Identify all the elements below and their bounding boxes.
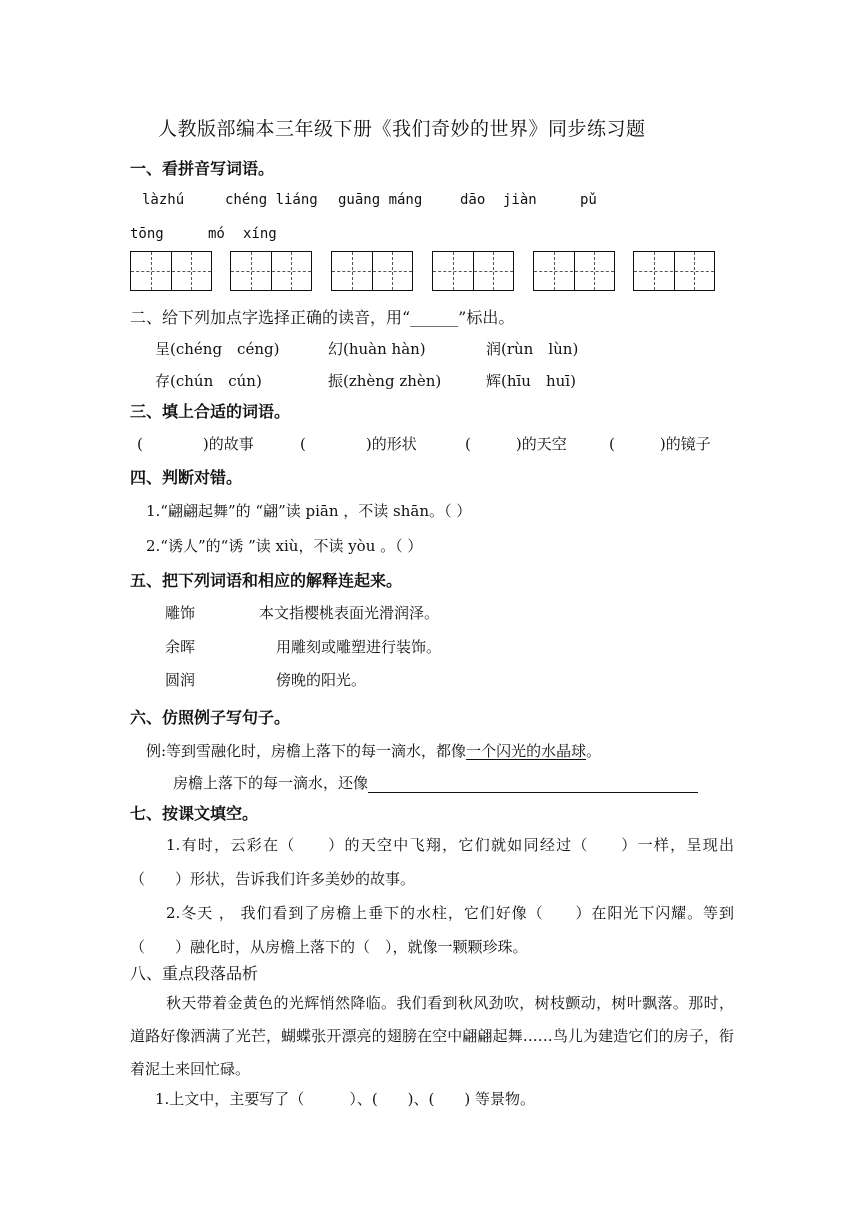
section-7-heading: 七、按课文填空。 bbox=[130, 804, 259, 823]
pinyin-6: pǔ bbox=[580, 192, 597, 208]
passage-question-1: 1.上文中，主要写了（ ）、( )、( ) 等景物。 bbox=[155, 1090, 535, 1108]
section-3-heading: 三、填上合适的词语。 bbox=[130, 402, 291, 421]
pinyin-9: xíng bbox=[243, 226, 277, 242]
match-meaning-2: 用雕刻或雕塑进行装饰。 bbox=[276, 638, 442, 656]
match-word-2: 余晖 bbox=[165, 638, 196, 656]
section-2-heading: 二、给下列加点字选择正确的读音，用“______”标出。 bbox=[130, 308, 515, 327]
reading-item-4: 存(chún cún) bbox=[155, 372, 262, 390]
fill-word-2: ( )的形状 bbox=[300, 435, 417, 453]
pinyin-7: tōng bbox=[130, 226, 164, 242]
fill-word-1: ( )的故事 bbox=[137, 435, 254, 453]
example-underlined: 一个闪光的水晶球 bbox=[466, 742, 587, 760]
example-suffix: 。 bbox=[586, 742, 602, 760]
match-word-3: 圆润 bbox=[165, 671, 196, 689]
imitation-prompt bbox=[173, 772, 698, 793]
reading-item-1: 呈(chéng céng) bbox=[155, 340, 280, 358]
match-meaning-3: 傍晚的阳光。 bbox=[276, 671, 367, 689]
writing-grid-4[interactable] bbox=[432, 251, 514, 291]
fill-word-3: ( )的天空 bbox=[465, 435, 567, 453]
fill-blank-1: 1.有时，云彩在（ ）的天空中飞翔，它们就如同经过（ ）一样，呈现出（ ）形状，告诉我们许多美妙的故事。 bbox=[130, 836, 734, 888]
section-6-heading: 六、仿照例子写句子。 bbox=[130, 708, 291, 727]
pinyin-1: làzhú bbox=[142, 192, 185, 208]
fill-word-4: ( )的镜子 bbox=[609, 435, 711, 453]
pinyin-8: mó bbox=[208, 226, 225, 242]
imitation-text: 房檐上落下的每一滴水，还像 bbox=[173, 774, 369, 792]
answer-line[interactable] bbox=[368, 776, 698, 793]
reading-item-3: 润(rùn lùn) bbox=[486, 340, 579, 358]
writing-grid-3[interactable] bbox=[331, 251, 413, 291]
writing-grid-2[interactable] bbox=[230, 251, 312, 291]
section-5-heading: 五、把下列词语和相应的解释连起来。 bbox=[130, 571, 403, 590]
page-title: 人教版部编本三年级下册《我们奇妙的世界》同步练习题 bbox=[158, 118, 646, 140]
judge-item-2: 2.“诱人”的“诱 ”读 xiù，不读 yòu 。（ ） bbox=[146, 537, 423, 555]
pinyin-4: dāo bbox=[460, 192, 486, 208]
reading-item-2: 幻(huàn hàn) bbox=[328, 340, 426, 358]
section-8-heading: 八、重点段落品析 bbox=[130, 964, 259, 983]
pinyin-2: chéng liáng bbox=[225, 192, 318, 208]
pinyin-5: jiàn bbox=[503, 192, 537, 208]
pinyin-3: guāng máng bbox=[338, 192, 423, 208]
match-meaning-1: 本文指樱桃表面光滑润泽。 bbox=[259, 604, 440, 622]
reading-item-6: 辉(hīu huī) bbox=[486, 372, 576, 390]
match-word-1: 雕饰 bbox=[165, 604, 196, 622]
writing-grid-1[interactable] bbox=[130, 251, 212, 291]
fill-blank-2: 2.冬天 ， 我们看到了房檐上垂下的水柱，它们好像（ ）在阳光下闪耀。等到 （ ）融化时，从房檐上落下的（ ），就像一颗颗珍珠。 bbox=[130, 904, 734, 956]
writing-grid-5[interactable] bbox=[533, 251, 615, 291]
reading-item-5: 振(zhèng zhèn) bbox=[328, 372, 442, 390]
example-sentence bbox=[146, 740, 601, 761]
writing-grid-6[interactable] bbox=[633, 251, 715, 291]
section-4-heading: 四、判断对错。 bbox=[130, 468, 243, 487]
judge-item-1: 1.“翩翩起舞”的 “翩”读 piān ，不读 shān。（ ） bbox=[146, 502, 472, 520]
example-prefix: 例:等到雪融化时，房檐上落下的每一滴水，都像 bbox=[146, 742, 467, 760]
passage: 秋天带着金黄色的光辉悄然降临。我们看到秋风劲吹，树枝颤动，树叶飘落。那时，道路好像洒满了光芒，蝴蝶张开漂亮的翅膀在空中翩翩起舞……鸟儿为建造它们的房子，衔着泥土来回忙碌。 bbox=[130, 994, 734, 1078]
section-1-heading: 一、看拼音写词语。 bbox=[130, 159, 275, 178]
